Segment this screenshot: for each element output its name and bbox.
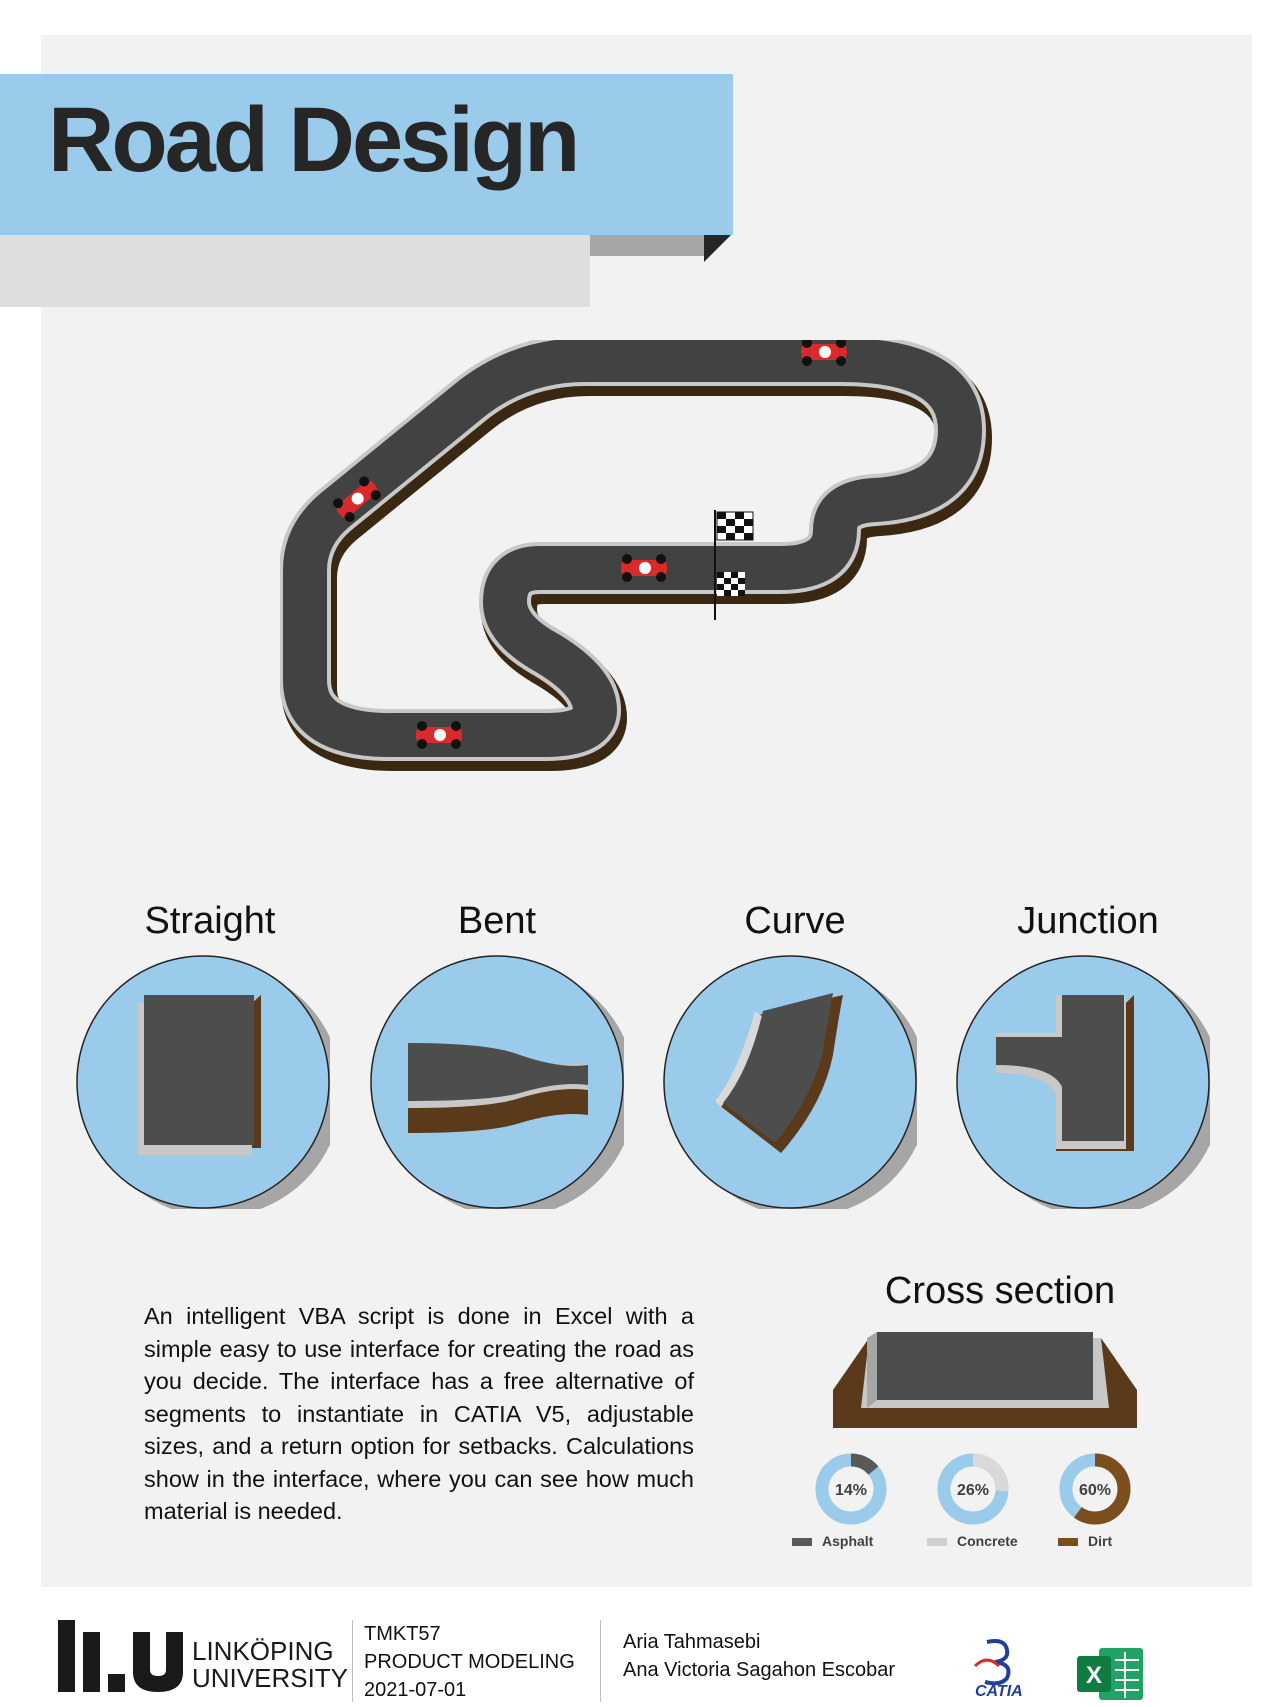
cross-section-title: Cross section	[884, 1270, 1116, 1312]
legend-asphalt-label: Asphalt	[822, 1533, 874, 1549]
author-1: Aria Tahmasebi	[623, 1631, 761, 1653]
asphalt-donut-chart	[815, 1453, 887, 1525]
legend-dirt	[1058, 1533, 1112, 1549]
course-date: 2021-07-01	[364, 1679, 467, 1701]
university-line-1: LINKÖPING	[192, 1636, 334, 1666]
excel-x-label: X	[1085, 1662, 1103, 1689]
dirt-swatch	[1058, 1538, 1078, 1546]
straight-segment-icon	[76, 955, 330, 1209]
university-line-2: UNIVERSITY	[192, 1663, 349, 1693]
course-name: PRODUCT MODELING	[364, 1651, 575, 1673]
segment-label-straight: Straight	[144, 900, 276, 942]
title-shadow	[0, 234, 590, 307]
cross-section-illustration	[833, 1330, 1143, 1430]
race-track-illustration	[280, 340, 1060, 820]
authors	[623, 1628, 895, 1684]
legend-asphalt	[792, 1533, 873, 1549]
segment-label-curve: Curve	[744, 900, 846, 942]
dirt-donut-chart	[1059, 1453, 1131, 1525]
asphalt-swatch	[792, 1538, 812, 1546]
legend-concrete-label: Concrete	[957, 1533, 1018, 1549]
concrete-swatch	[927, 1538, 947, 1546]
curve-segment-icon	[663, 955, 917, 1209]
segment-label-junction: Junction	[1017, 900, 1159, 942]
catia-label: CATIA	[975, 1683, 1023, 1698]
footer-divider	[600, 1620, 601, 1702]
junction-segment-icon	[956, 955, 1210, 1209]
bent-segment-icon	[370, 955, 624, 1209]
title-shadow-strip	[590, 234, 704, 256]
page-title: Road Design	[48, 89, 578, 191]
concrete-percent-label: 26%	[956, 1482, 990, 1499]
description-paragraph: An intelligent VBA script is done in Excel with a simple easy to use interface for creating the road as you decide. The interface has a free alternative of segments to instantiate in CATIA V5, adjustable sizes, and a return option for setbacks. Calculations show in the interface, where you can see how much material is needed.	[144, 1303, 694, 1524]
university-name	[192, 1638, 348, 1692]
legend-concrete	[927, 1533, 1018, 1549]
course-info	[364, 1620, 575, 1704]
legend-dirt-label: Dirt	[1088, 1533, 1113, 1549]
title-fold-corner	[704, 234, 732, 262]
excel-logo-icon	[1075, 1644, 1147, 1704]
footer-divider	[352, 1620, 353, 1702]
dirt-percent-label: 60%	[1078, 1482, 1112, 1499]
author-2: Ana Victoria Sagahon Escobar	[623, 1659, 896, 1681]
liu-logo-icon	[58, 1620, 188, 1692]
catia-logo-icon	[965, 1636, 1045, 1698]
concrete-donut-chart	[937, 1453, 1009, 1525]
segment-label-bent: Bent	[457, 900, 537, 942]
course-code: TMKT57	[364, 1623, 441, 1645]
asphalt-percent-label: 14%	[834, 1482, 868, 1499]
